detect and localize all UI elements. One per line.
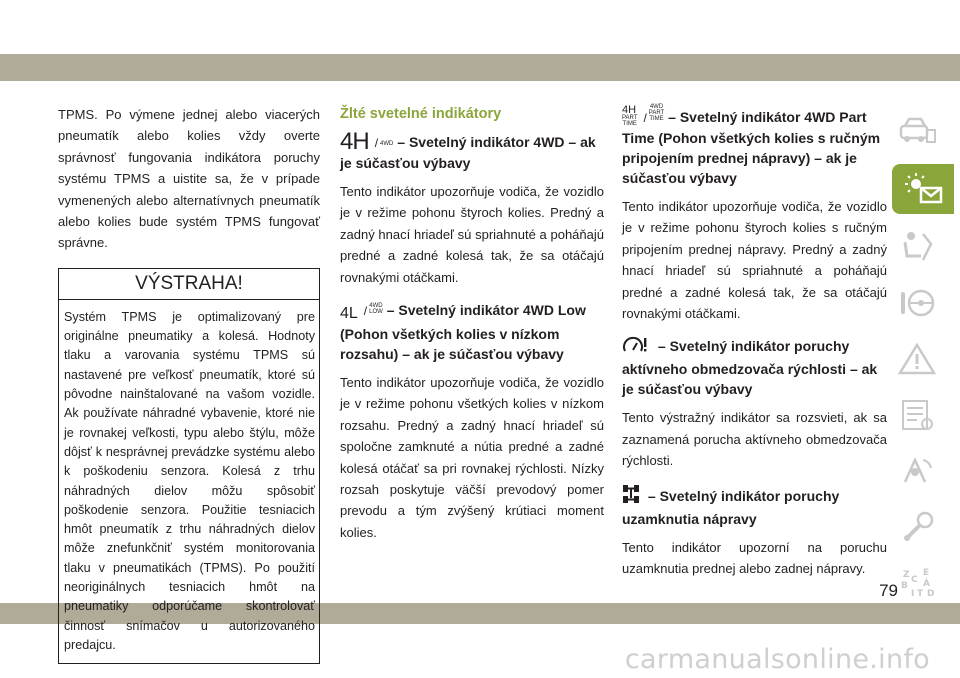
item-speed-limiter-heading — [622, 336, 887, 399]
icon-label: 4WD — [369, 303, 383, 310]
wrench-icon[interactable] — [890, 504, 944, 550]
axle-lock-fault-icon — [622, 484, 640, 509]
icon-slash: / — [643, 111, 647, 125]
4wd-low-indicator-icon — [369, 303, 383, 315]
icon-label: LOW — [369, 309, 383, 316]
item-axle-lock-text: Tento indikátor upozorní na poruchu uzamknutia prednej alebo zadnej nápravy. — [622, 539, 887, 577]
item-4wd-low-text: Tento indikátor upozorňuje vodiča, že vozidlo je v režime pohonu všetkých kolies v nízkom rozsahu. Predný a zadný hnací hriadeľ sú spoločne zamknuté a nútia predné a zadné kolesá otáčať sa pri rovnakej rýchlosti. Nízky rozsah poskytuje väčší prevodový pomer prevodu a tým zvýšený krútiaci moment kolies. — [340, 375, 604, 540]
index-icon[interactable] — [890, 560, 944, 606]
speed-limiter-fault-icon — [622, 336, 650, 359]
item-part-time-heading — [622, 104, 887, 188]
icon-label: 4H — [622, 104, 637, 116]
watermark: carmanualsonline.info — [624, 644, 930, 675]
warning-lights-icon[interactable] — [892, 164, 954, 214]
item-part-time-title: – Svetelný indikátor 4WD Part Time (Pohon všetkých kolies s ručným pripojením prednej nápravy) – ak je súčasťou výbavy — [622, 109, 881, 186]
column-1 — [58, 104, 320, 664]
service-checklist-icon[interactable] — [890, 392, 944, 438]
4h-indicator-icon: 4H — [340, 128, 369, 155]
item-4wd-low-heading — [340, 300, 604, 364]
section-title: Žlté svetelné indikátory — [340, 106, 502, 122]
multimedia-icon[interactable] — [890, 448, 944, 494]
item-speed-limiter-title: – Svetelný indikátor poruchy aktívneho obmedzovača rýchlosti – ak je súčasťou výbavy — [622, 338, 878, 398]
warning-box — [58, 268, 320, 664]
item-axle-lock-title: – Svetelný indikátor poruchy uzamknutia nápravy — [622, 487, 840, 527]
steering-wheel-icon[interactable] — [890, 280, 944, 326]
svg-text:E: E — [923, 568, 930, 578]
item-4wd-low-title: – Svetelný indikátor 4WD Low (Pohon všetkých kolies v nízkom rozsahu) – ak je súčasťou výbavy — [340, 302, 586, 363]
icon-slash: / — [374, 136, 379, 150]
svg-text:Z: Z — [903, 570, 910, 580]
item-axle-lock-heading — [622, 484, 887, 529]
4h-part-time-indicator-icon — [622, 105, 637, 127]
chapter-sidebar — [890, 108, 950, 616]
warning-title: VÝSTRAHA! — [59, 269, 319, 300]
item-part-time-text: Tento indikátor upozorňuje vodiča, že vozidlo je v režime pohonu štyroch kolies s ručným pripojením prednej nápravy. Predný a zadný hnací hriadeľ sú spriahnuté a poháňajú predné a zadné kolesá tak, že sa otáčajú rovnakými otáčkami. — [622, 199, 887, 322]
item-4wd-heading — [340, 128, 604, 173]
driver-seat-icon[interactable] — [890, 224, 944, 270]
icon-label: PART TIME — [622, 115, 638, 127]
column-3 — [622, 104, 887, 579]
hazard-triangle-icon[interactable] — [890, 336, 944, 382]
page-number: 79 — [879, 581, 898, 600]
car-info-icon[interactable] — [890, 108, 944, 154]
warning-text: Systém TPMS je optimalizovaný pre originálne pneumatiky a kolesá. Hodnoty tlaku a varovania systému TPMS sú nastavené pre veľkosť pneumatík, ktoré sú pôvodne nainštalované na vašom vozidle. Ak používate náhradné vybavenie, ktoré nie je rovnakej veľkosti, typu alebo štýlu, môže dôjsť k nesprávnej prevádzke systému alebo k poškodeniu senzora. Kolesá z trhu náhradných dielov môžu spôsobiť poškodenie senzora. Použitie tesniacich hmôt pneumatík z trhu náhradných dielov môže znefunkčniť systém monitorovania tlaku v pneumatikách (TPMS). Po použití neoriginálnych tesniacich hmôt na pneumatiky odporúčame skontrolovať činnosť snímačov u autorizovaného predajcu. — [64, 309, 315, 652]
icon-slash: / — [363, 304, 368, 319]
svg-text:T: T — [917, 589, 924, 599]
top-band — [0, 54, 960, 81]
svg-text:D: D — [927, 589, 935, 599]
item-4wd-text: Tento indikátor upozorňuje vodiča, že vozidlo je v režime pohonu štyroch kolies. Predný a zadný hnací hriadeľ sú spriahnuté a poháňajú predné a zadné kolesá tak, že sa otáčajú rovnakými otáčkami. — [340, 184, 604, 285]
4wd-indicator-icon: 4WD — [380, 141, 394, 147]
intro-paragraph: TPMS. Po výmene jednej alebo viacerých pneumatík alebo kolies vždy overte správnosť fungovania indikátora poruchy systému TPMS a uistite sa, že v prípade vymenených alebo alternatívnych pneumatík alebo kolies bude systém TPMS fungovať správne. — [58, 107, 320, 251]
svg-text:B: B — [901, 581, 908, 591]
column-2 — [340, 104, 604, 543]
svg-text:I: I — [911, 589, 915, 599]
item-4wd-title: – Svetelný indikátor 4WD – ak je súčasťou výbavy — [340, 134, 596, 171]
svg-text:C: C — [911, 575, 918, 585]
item-speed-limiter-text: Tento výstražný indikátor sa rozsvieti, ak sa zaznamená porucha aktívneho obmedzovača rýchlosti. — [622, 410, 887, 469]
4l-indicator-icon: 4L — [340, 305, 358, 323]
svg-text:Á: Á — [923, 579, 930, 589]
4wd-part-time-indicator-icon: 4WD PART TIME — [648, 104, 665, 122]
